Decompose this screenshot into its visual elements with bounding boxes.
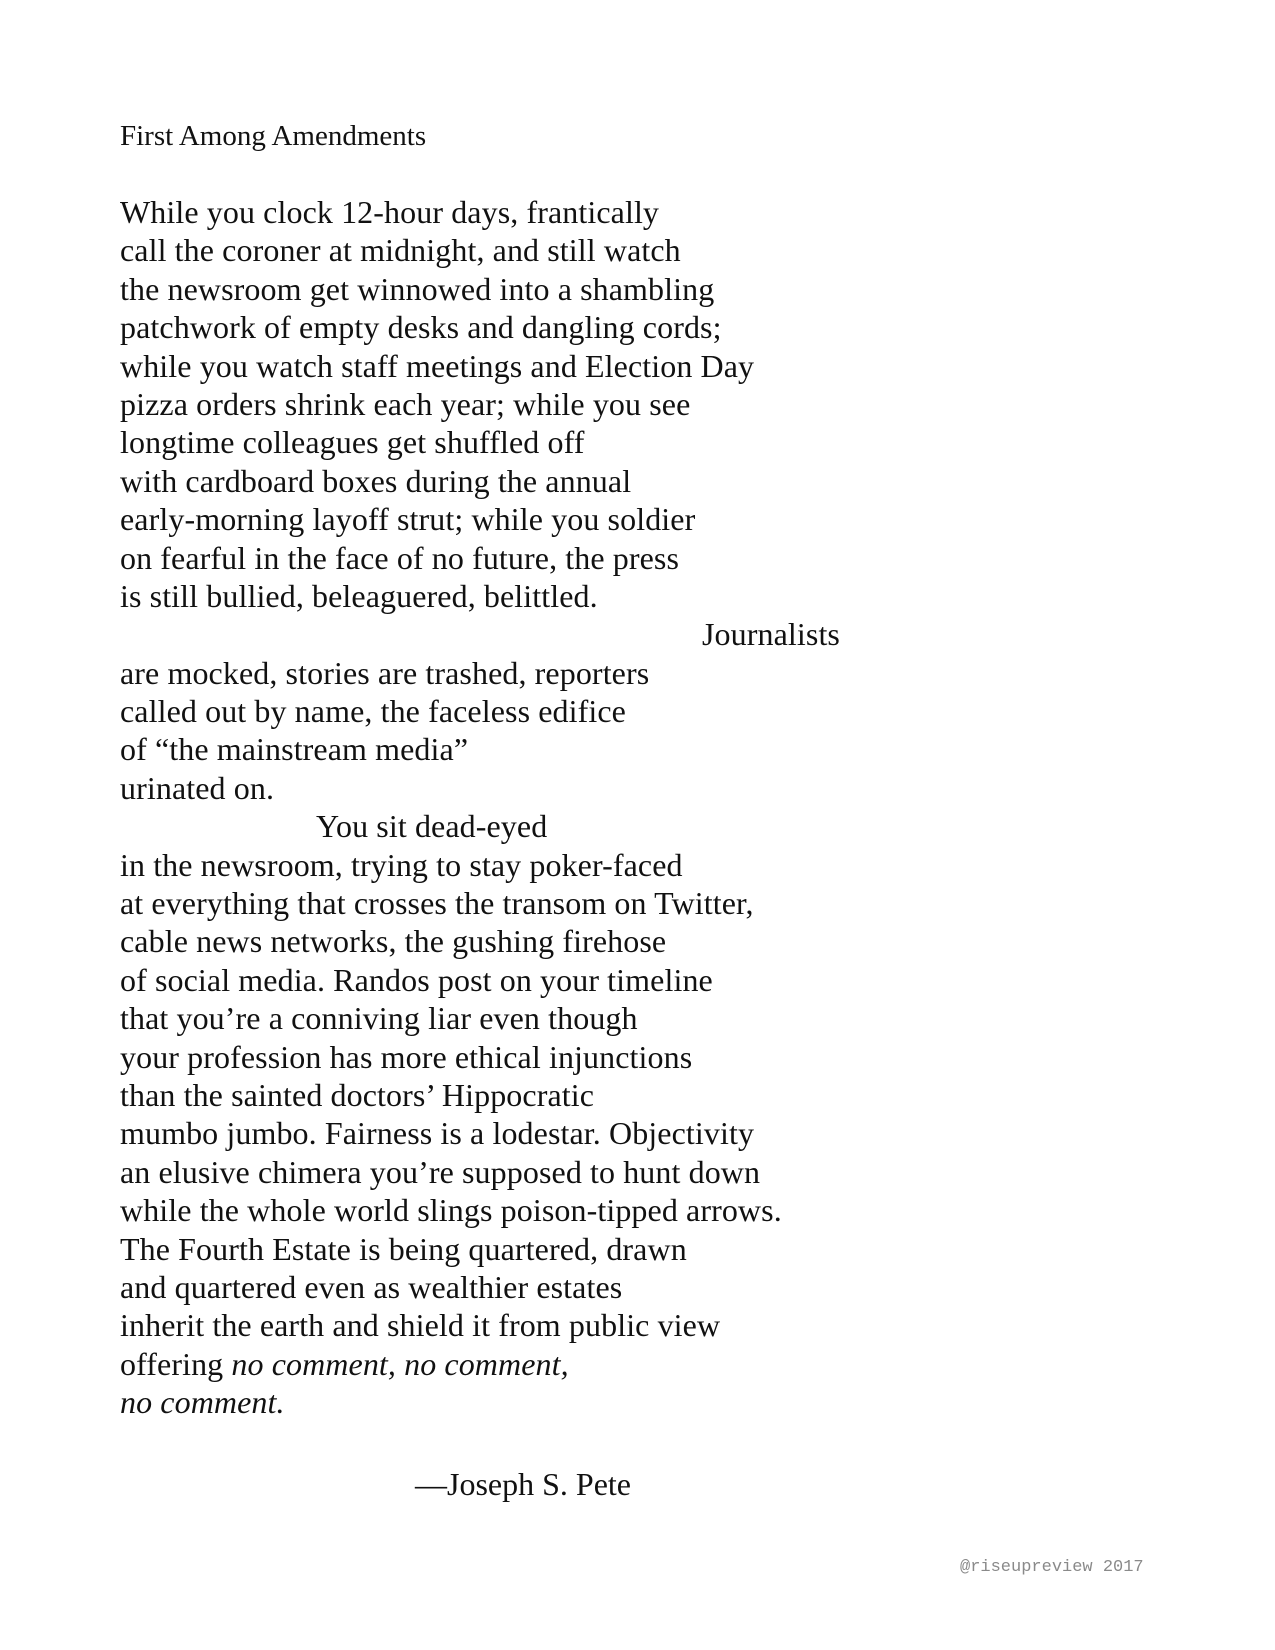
poem-line: with cardboard boxes during the annual — [120, 462, 632, 499]
poem-line: while the whole world slings poison-tipped arrows. — [120, 1192, 782, 1229]
poem-line: While you clock 12-hour days, frantically — [120, 194, 660, 230]
poem-line: on fearful in the face of no future, the press — [120, 539, 680, 576]
poem-line: the newsroom get winnowed into a shambling — [120, 270, 715, 307]
poem-line-final: no comment. — [120, 1384, 285, 1421]
poem-line: inherit the earth and shield it from public view — [120, 1307, 721, 1344]
poem-line: and quartered even as wealthier estates — [120, 1268, 623, 1305]
poem-line: called out by name, the faceless edifice — [120, 693, 626, 730]
poem-title: First Among Amendments — [120, 120, 427, 152]
poem-line-indented: Journalists — [702, 616, 840, 653]
author-signature: —Joseph S. Pete — [415, 1466, 631, 1502]
poem-line: cable news networks, the gushing firehose — [120, 923, 667, 960]
poem-line: early-morning layoff strut; while you soldier — [120, 501, 696, 538]
poem-line: are mocked, stories are trashed, reporters — [120, 654, 650, 691]
poem-line: urinated on. — [120, 769, 275, 806]
watermark: @riseupreview 2017 — [960, 1558, 1144, 1577]
poem-line: than the sainted doctors’ Hippocratic — [120, 1076, 595, 1113]
poem-line-indented: You sit dead-eyed — [316, 808, 548, 845]
poem-line: in the newsroom, trying to stay poker-faced — [120, 846, 683, 883]
poem-line: call the coroner at midnight, and still watch — [120, 232, 681, 269]
poem-line: pizza orders shrink each year; while you see — [120, 385, 691, 422]
poem-line: of social media. Randos post on your timeline — [120, 961, 713, 998]
poem-line: mumbo jumbo. Fairness is a lodestar. Objectivity — [120, 1115, 755, 1152]
poem-line: longtime colleagues get shuffled off — [120, 424, 585, 461]
poem-line-offering — [120, 1345, 840, 1383]
poem-line: that you’re a conniving liar even though — [120, 1000, 638, 1037]
poem-line: an elusive chimera you’re supposed to hunt down — [120, 1153, 761, 1190]
offering-prefix: offering — [120, 1345, 232, 1382]
offering-italic: no comment, no comment, — [231, 1345, 569, 1382]
poem-line: at everything that crosses the transom on Twitter, — [120, 885, 754, 922]
poem-line: of “the mainstream media” — [120, 731, 469, 768]
poem-line: your profession has more ethical injunctions — [120, 1038, 693, 1075]
poem-line: patchwork of empty desks and dangling cords; — [120, 309, 722, 346]
poem-line: The Fourth Estate is being quartered, drawn — [120, 1230, 687, 1267]
poem-line: is still bullied, beleaguered, belittled. — [120, 577, 598, 614]
poem-body — [120, 193, 840, 1422]
poem-line: while you watch staff meetings and Election Day — [120, 347, 755, 384]
